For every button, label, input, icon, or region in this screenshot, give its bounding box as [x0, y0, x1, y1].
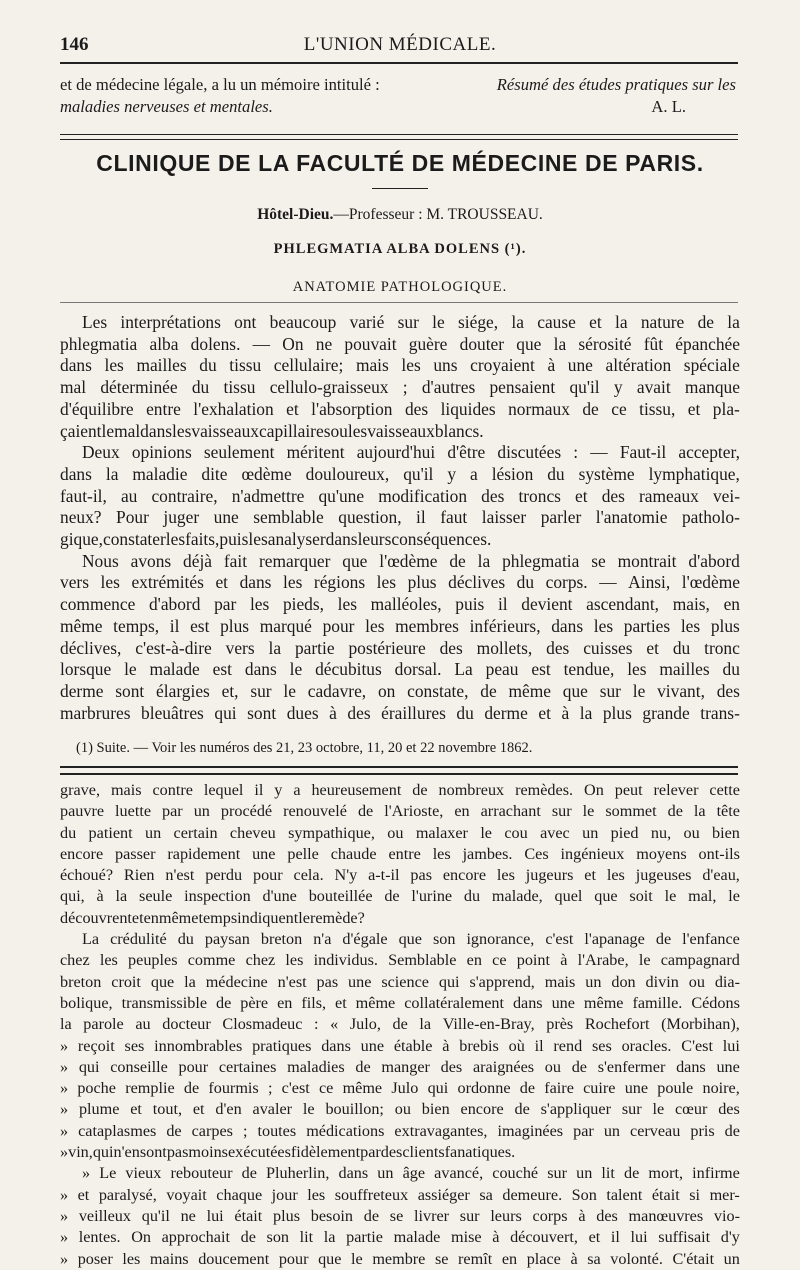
text-line: » cataplasmes de carpes ; toutes médications extravagantes, imaginées par un cerveau pris de [60, 1121, 740, 1140]
text-line: du patient un certain cheveu sympathique, ou malaxer le cou avec un pied nu, ou bien [60, 823, 740, 842]
footnote: (1) Suite. — Voir les numéros des 21, 23 octobre, 11, 20 et 22 novembre 1862. [76, 740, 533, 756]
text-line: dans les mailles du tissu cellulaire; mais les uns croyaient à une altération spéciale [60, 355, 740, 376]
text-line: grave, mais contre lequel il y a heureusement de nombreux remèdes. On peut relever cette [60, 781, 740, 799]
feuilleton-separator [60, 766, 738, 775]
hospital-name: Hôtel-Dieu. [257, 206, 334, 223]
text-line: » qui conseille pour certaines maladies de manger des araignées ou de s'enfermer dans une [60, 1057, 740, 1076]
text-line: » poche remplie de fourmis ; c'est ce même Julo qui ordonne de faire cuire une poule noire, [60, 1079, 740, 1098]
text-line: dans la maladie dite œdème douloureux, qu'il y a lésion du système lymphatique, [60, 463, 740, 484]
text-line: vers les extrémités et dans les régions les plus déclives du corps. — Ainsi, l'œdème [60, 572, 740, 593]
text-line: marbrures bleuâtres qui sont dues à des éraillures du derme et à la plus grande trans- [60, 702, 740, 723]
text-line: d'équilibre entre l'exhalation et l'absorption des liquides normaux de ce tissu, et pla- [60, 398, 740, 419]
professor-line: —Professeur : M. TROUSSEAU. [333, 206, 543, 223]
text-line: découvrent et en même temps indiquent le remède? [60, 908, 365, 927]
text-line: déclives, c'est-à-dire vers la partie postérieure des mollets, des cuisses et du tronc [60, 637, 740, 658]
title-underline [60, 302, 738, 303]
text-line: commence d'abord par les pieds, les malléoles, puis il devient ascendant, mais, en [60, 594, 740, 615]
text-line: Deux opinions seulement méritent aujourd'hui d'être discutées : — Faut-il accepter, [82, 442, 740, 463]
intro-work-title-end: maladies nerveuses et mentales. [60, 97, 273, 116]
text-line: phlegmatia alba dolens. — On ne pouvait guère douter que la sérosité fût épanchée [60, 333, 740, 354]
intro-signature: A. L. [651, 97, 686, 116]
text-line: » veilleux qu'il ne lui était plus besoin de se livrer sur leurs corps à des manœuvres vio- [60, 1206, 740, 1225]
text-line: » plume et tout, et d'en avaler le bouillon; ou bien encore de s'appliquer sur le cœur des [60, 1100, 740, 1119]
text-line: neux? Pour juger une semblable question, il faut laisser parler l'anatomie patholo- [60, 507, 740, 528]
text-line: la parole au docteur Closmadeuc : « Julo, de la Ville-en-Bray, près Rochefort (Morbihan), [60, 1015, 740, 1034]
text-line: pauvre luette par un procédé renouvelé de l'Arioste, en arrachant sur le sommet de la tête [60, 802, 740, 821]
text-line: mal déterminée du tissu cellulo-graisseux ; d'autres pensaient qu'il y avait manque [60, 377, 740, 398]
article-body [60, 312, 740, 724]
running-title: L'UNION MÉDICALE. [303, 34, 497, 55]
text-line: » et paralysé, voyait chaque jour les souffreteux assiéger sa demeure. Son talent était si mer- [60, 1185, 740, 1204]
text-line: » poser les mains doucement pour que le membre se remît en place à sa volonté. C'était un [60, 1249, 740, 1268]
feuilleton-body [60, 780, 740, 1270]
text-line: çaient le mal dans les vaisseaux capillaires ou les vaisseaux blancs. [60, 420, 484, 441]
text-line: gique, constater les faits, puis les analyser dans leurs conséquences. [60, 529, 492, 550]
title-rule [372, 188, 428, 189]
intro-text: et de médecine légale, a lu un mémoire intitulé : [60, 75, 380, 94]
clinic-title: CLINIQUE DE LA FACULTÉ DE MÉDECINE DE PARIS. [96, 150, 704, 176]
text-line: faut-il, au contraire, n'admettre qu'une modification des troncs et des rameaux vei- [60, 485, 740, 506]
text-line: » Le vieux rebouteur de Pluherlin, dans un âge avancé, couché sur un lit de mort, infirme [82, 1164, 740, 1183]
text-line: Nous avons déjà fait remarquer que l'œdème de la phlegmatia se montrait d'abord [82, 550, 740, 571]
header-rule [60, 62, 738, 64]
text-line: chez les peuples comme chez les individus. Semblable en ce point à l'Arabe, le campagnard [60, 951, 740, 970]
text-line: breton croit que la médecine n'est pas une science qui s'apprend, mais un don divin ou dia- [60, 972, 740, 991]
section-title: ANATOMIE PATHOLOGIQUE. [292, 279, 508, 295]
text-line: bolique, transmissible de père en fils, et même collatéralement dans une même famille. Cédons [60, 993, 740, 1012]
intro-work-title: Résumé des études pratiques sur les [496, 75, 736, 94]
text-line: échoué? Rien n'est perdu pour cela. N'y a-t-il pas encore les jugeurs et les jugeuses d'eau, [60, 866, 740, 885]
text-line: » reçoit ses innombrables pratiques dans une étable à brebis où il rend ses oracles. C'est lui [60, 1036, 740, 1055]
intro-paragraph [60, 74, 736, 118]
text-line: La crédulité du paysan breton n'a d'égale que son ignorance, c'est l'apanage de l'enfance [82, 930, 740, 949]
text-line: qui, à la seule inspection d'une bouteillée de l'urine du malade, quel que soit le mal, le [60, 887, 740, 906]
text-line: » vin, qui n'en sont pas moins exécutées fidèlement par des clients fanatiques. [60, 1143, 516, 1162]
text-line: même temps, il est plus marqué pour les membres inférieurs, dans les parties les plus [60, 615, 740, 636]
page-header [60, 30, 740, 60]
article-title: PHLEGMATIA ALBA DOLENS (¹). [273, 241, 527, 257]
page-number: 146 [60, 34, 89, 55]
text-line: lorsque le malade est dans le décubitus dorsal. La peau est tendue, les mailles du [60, 659, 740, 680]
hospital-line [60, 206, 740, 224]
section-separator [60, 134, 738, 140]
text-line: » lentes. On approchait de son lit la partie malade mise à découvert, et il lui suffisait d'y [60, 1228, 740, 1247]
text-line: encore passer rapidement une pelle chaude entre les jambes. Ces ingénieux moyens ont-ils [60, 844, 740, 863]
text-line: Les interprétations ont beaucoup varié sur le siége, la cause et la nature de la [82, 312, 740, 332]
text-line: derme sont élargies et, sur le cadavre, on constate, de même que sur le vivant, des [60, 680, 740, 701]
